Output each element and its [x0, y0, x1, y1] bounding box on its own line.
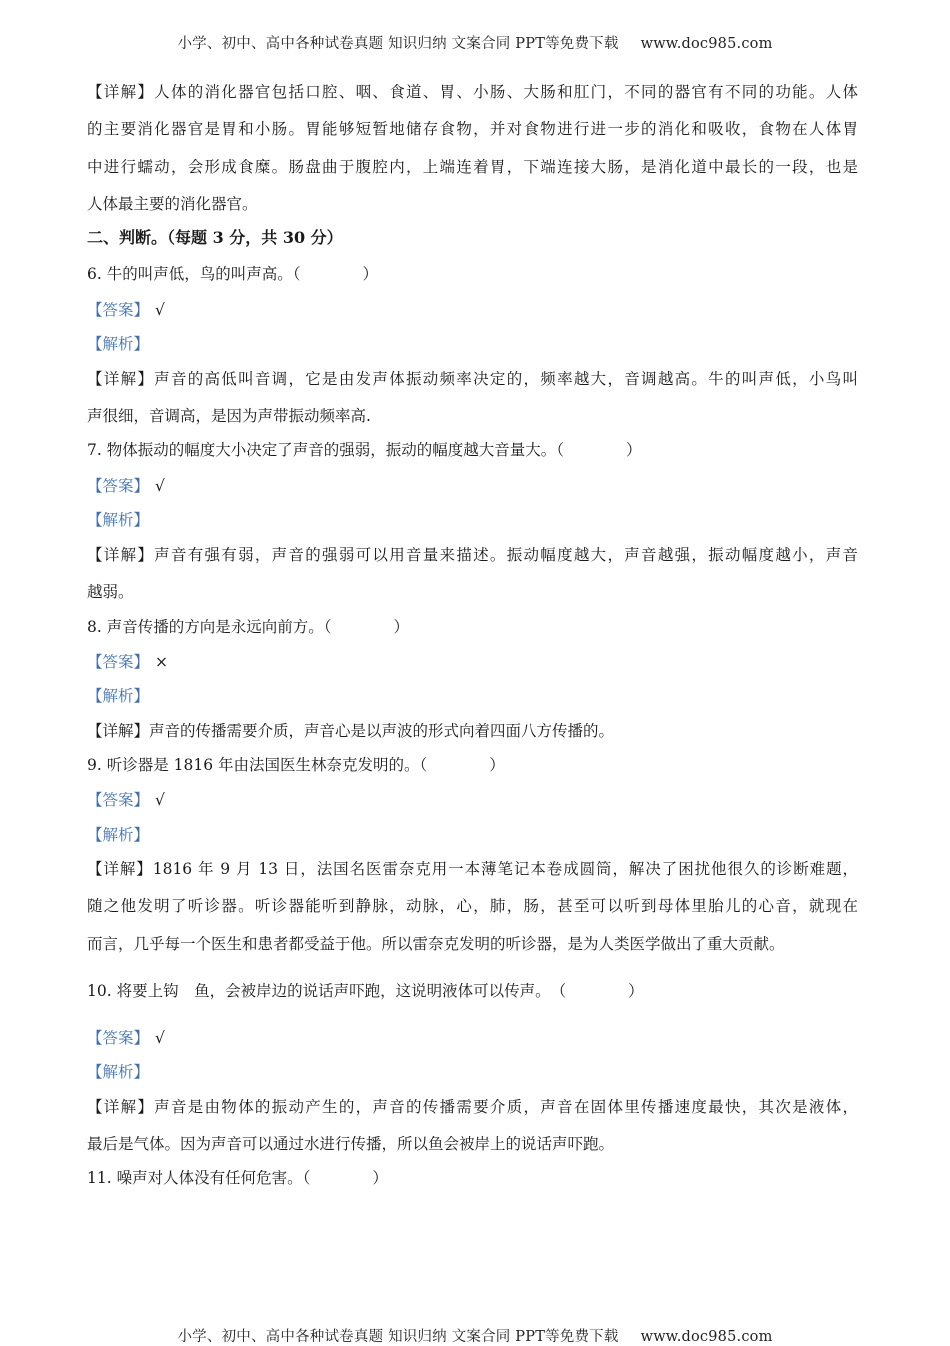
question-stem: 8. 声音传播的方向是永远向前方。（ ） [87, 618, 409, 636]
answer-label: 【答案】 [87, 477, 150, 495]
page-header [0, 32, 950, 53]
detail-line: 随之他发明了听诊器。听诊器能听到静脉，动脉，心，肺，肠，甚至可以听到母体里胎儿的心音，就现在 [87, 897, 858, 915]
question-stem: 10. 将要上钩 鱼，会被岸边的说话声吓跑，这说明液体可以传声。 （ ） [87, 982, 644, 1000]
section-title: 二、判断。（每题 3 分，共 30 分） [87, 228, 343, 247]
footer-url[interactable]: www.doc985.com [640, 1329, 773, 1345]
intro-line: 的主要消化器官是胃和小肠。胃能够短暂地储存食物，并对食物进行进一步的消化和吸收，食物在人体胃 [87, 120, 858, 138]
detail-line: 【详解】声音的传播需要介质，声音心是以声波的形式向着四面八方传播的。 [87, 722, 615, 740]
header-text: 小学、初中、高中各种试卷真题 知识归纳 文案合同 PPT等免费下载 [177, 36, 619, 52]
answer-row [87, 476, 165, 496]
intro-line: 人体最主要的消化器官。 [87, 195, 258, 213]
question-stem: 9. 听诊器是 1816 年由法国医生林奈克发明的。（ ） [87, 756, 505, 774]
answer-row [87, 652, 168, 672]
answer-label: 【答案】 [87, 1029, 150, 1047]
intro-line: 中进行蠕动，会形成食糜。肠盘曲于腹腔内，上端连着胃，下端连接大肠，是消化道中最长的一段，也是 [87, 158, 858, 176]
answer-label: 【答案】 [87, 791, 150, 809]
analysis-label: 【解析】 [87, 511, 150, 529]
analysis-label: 【解析】 [87, 687, 150, 705]
page-footer [0, 1325, 950, 1346]
detail-line: 【详解】声音的高低叫音调，它是由发声体振动频率决定的，频率越大，音调越高。牛的叫声低，小鸟叫 [87, 370, 858, 388]
analysis-label: 【解析】 [87, 1063, 150, 1081]
answer-row [87, 300, 165, 320]
footer-text: 小学、初中、高中各种试卷真题 知识归纳 文案合同 PPT等免费下载 [177, 1329, 619, 1345]
detail-line: 【详解】1816 年 9 月 13 日，法国名医雷奈克用一本薄笔记本卷成圆筒，解决了困扰他很久的诊断难题， [87, 860, 858, 878]
answer-label: 【答案】 [87, 653, 150, 671]
analysis-label: 【解析】 [87, 826, 150, 844]
answer-row [87, 790, 165, 810]
detail-line: 最后是气体。因为声音可以通过水进行传播，所以鱼会被岸上的说话声吓跑。 [87, 1135, 615, 1153]
detail-line: 越弱。 [87, 583, 134, 601]
detail-line: 【详解】声音有强有弱，声音的强弱可以用音量来描述。振动幅度越大，声音越强，振动幅度越小，声音 [87, 546, 858, 564]
detail-line: 而言，几乎每一个医生和患者都受益于他。所以雷奈克发明的听诊器，是为人类医学做出了重大贡献。 [87, 935, 785, 953]
answer-row [87, 1028, 165, 1048]
answer-mark: √ [155, 477, 165, 495]
detail-line: 【详解】声音是由物体的振动产生的，声音的传播需要介质，声音在固体里传播速度最快，其次是液体， [87, 1098, 858, 1116]
answer-label: 【答案】 [87, 301, 150, 319]
answer-mark: × [155, 653, 169, 671]
header-url[interactable]: www.doc985.com [640, 36, 773, 52]
question-stem: 7. 物体振动的幅度大小决定了声音的强弱，振动的幅度越大音量大。（ ） [87, 441, 642, 459]
analysis-label: 【解析】 [87, 335, 150, 353]
question-stem: 11. 噪声对人体没有任何危害。（ ） [87, 1169, 388, 1187]
answer-mark: √ [155, 791, 165, 809]
detail-line: 声很细，音调高，是因为声带振动频率高. [87, 407, 371, 425]
answer-mark: √ [155, 1029, 165, 1047]
question-stem: 6. 牛的叫声低，鸟的叫声高。（ ） [87, 265, 378, 283]
intro-line: 【详解】人体的消化器官包括口腔、咽、食道、胃、小肠、大肠和肛门，不同的器官有不同的功能。人体 [87, 83, 858, 101]
answer-mark: √ [155, 301, 165, 319]
